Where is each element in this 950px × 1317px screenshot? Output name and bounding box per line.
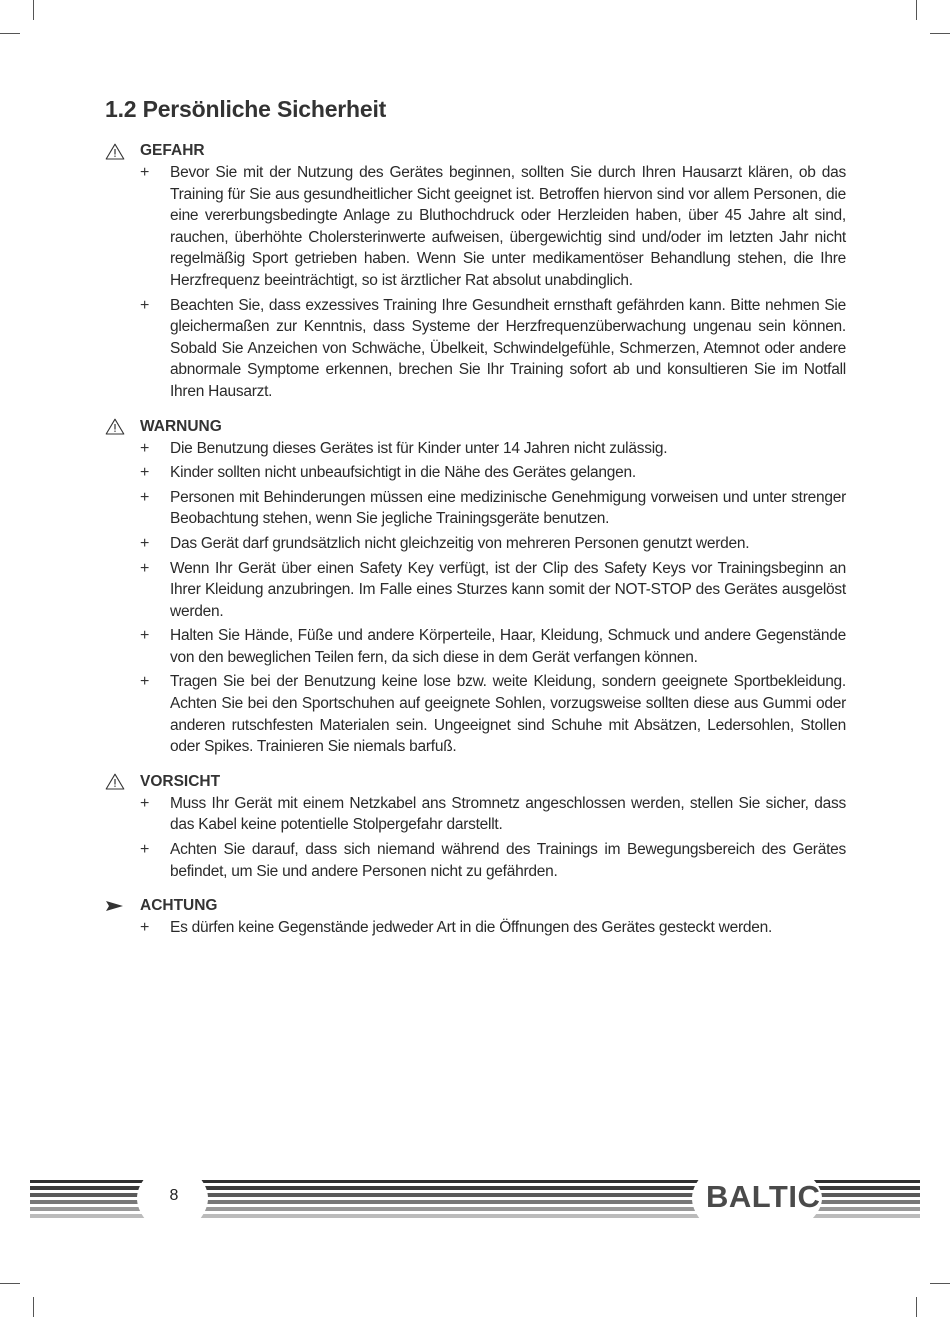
list-item (105, 162, 846, 292)
item-list (105, 917, 846, 939)
list-item (105, 793, 846, 836)
item-text: Personen mit Behinderungen müssen eine medizinische Genehmigung vorweisen und unter strenger Beobachtung stehen, wenn Sie jegliche Trainingsgeräte benutzen. (170, 488, 846, 528)
section-vorsicht (105, 771, 846, 882)
item-text: Kinder sollten nicht unbeaufsichtigt in die Nähe des Gerätes gelangen. (170, 464, 636, 482)
item-text: Das Gerät darf grundsätzlich nicht gleichzeitig von mehreren Personen genutzt werden. (170, 534, 750, 552)
crop-mark (0, 33, 20, 34)
section-label: WARNUNG (140, 417, 222, 435)
warning-triangle-icon (105, 143, 140, 160)
page-number: 8 (169, 1187, 179, 1204)
item-text: Tragen Sie bei der Benutzung keine lose bzw. weite Kleidung, sondern geeignete Sportbekleidung. Achten Sie bei den Sportschuhen auf geeignete Sohlen, vorzugsweise sollten diese aus Gummi oder anderen rutschfesten Materialen sein. Ungeeignet sind Schuhe mit Absätzen, Ledersohlen, Stollen oder Spikes. Trainieren Sie niemals barfuß. (170, 673, 846, 756)
list-item (105, 533, 846, 555)
section-header (105, 771, 846, 793)
crop-mark (33, 0, 34, 20)
section-warnung (105, 416, 846, 758)
plus-bullet: + (140, 673, 150, 691)
flag-arrow-icon (105, 899, 140, 913)
warning-triangle-icon (105, 418, 140, 435)
list-item (105, 558, 846, 623)
crop-mark (916, 1297, 917, 1317)
brand-logo: BALTIC (706, 1179, 821, 1214)
list-item (105, 671, 846, 757)
item-text: Achten Sie darauf, dass sich niemand während des Trainings im Bewegungsbereich des Gerätes befindet, um Sie und andere Personen nicht zu gefährden. (170, 841, 846, 880)
item-text: Muss Ihr Gerät mit einem Netzkabel ans Stromnetz angeschlossen werden, stellen Sie sicher, dass das Kabel keine potentielle Stolpergefahr darstellt. (170, 794, 846, 834)
item-text: Beachten Sie, dass exzessives Training Ihre Gesundheit ernsthaft gefährden kann. Bitte nehmen Sie gleichermaßen zur Kenntnis, dass Systeme der Herzfrequenzüberwachung ungenau sein können. Sobald Sie Anzeichen von Schwäche, Übelkeit, Schwindelgefühle, Schmerzen, Atemnot oder andere abnormale Symptome erkennen, brechen Sie Ihr Training sofort ab und konsultieren Sie im Notfall Ihren Hausarzt. (170, 296, 846, 400)
plus-bullet: + (140, 627, 150, 645)
plus-bullet: + (140, 296, 150, 314)
plus-bullet: + (140, 464, 150, 482)
section-achtung (105, 895, 846, 939)
plus-bullet: + (140, 559, 150, 577)
list-item (105, 438, 846, 460)
item-list (105, 162, 846, 403)
content (105, 140, 846, 952)
plus-bullet: + (140, 439, 150, 457)
section-label: VORSICHT (140, 772, 221, 790)
crop-mark (916, 0, 917, 20)
warning-triangle-icon (105, 773, 140, 790)
list-item (105, 839, 846, 882)
section-header (105, 416, 846, 438)
item-text: Halten Sie Hände, Füße und andere Körperteile, Haar, Kleidung, Schmuck und andere Gegenstände von den beweglichen Teilen fern, da sich diese in dem Gerät verfangen können. (170, 627, 846, 666)
crop-mark (930, 1283, 950, 1284)
item-text: Wenn Ihr Gerät über einen Safety Key verfügt, ist der Clip des Safety Keys vor Trainingsbeginn an Ihrer Kleidung anzubringen. Im Falle eines Sturzes kann somit der NOT-STOP des Gerätes ausgelöst werden. (170, 559, 846, 620)
item-text: Bevor Sie mit der Nutzung des Gerätes beginnen, sollten Sie durch Ihren Hausarzt klären, ob das Training für Sie aus gesundheitlicher Sicht geeignet ist. Betroffen hiervon sind vor allem Personen, die eine vererbungsbedingte Anlage zu Bluthochdruck oder Herzleiden haben, über 45 Jahre alt sind, rauchen, überhöhte Cholersterinwerte aufweisen, übergewichtig sind und/oder im letzten Jahr nicht regelmäßig Sport getrieben haben. Wenn Sie unter medikamentöser Behandlung stehen, die Ihre Herzfrequenz beeinträchtigt, so ist ärztlicher Rat absolut unabdinglich. (170, 164, 846, 289)
plus-bullet: + (140, 488, 150, 506)
section-gefahr (105, 140, 846, 403)
plus-bullet: + (140, 164, 150, 181)
section-header (105, 140, 846, 162)
list-item (105, 625, 846, 668)
plus-bullet: + (140, 841, 150, 859)
plus-bullet: + (140, 919, 150, 937)
page-title: 1.2 Persönliche Sicherheit (105, 96, 387, 122)
section-header (105, 895, 846, 917)
list-item (105, 295, 846, 403)
crop-mark (0, 1283, 20, 1284)
crop-mark (930, 33, 950, 34)
item-text: Es dürfen keine Gegenstände jedweder Art in die Öffnungen des Gerätes gesteckt werden. (170, 919, 773, 937)
section-label: ACHTUNG (140, 897, 218, 915)
plus-bullet: + (140, 794, 150, 812)
item-list (105, 438, 846, 758)
list-item (105, 487, 846, 530)
crop-mark (33, 1297, 34, 1317)
list-item (105, 917, 846, 939)
plus-bullet: + (140, 534, 150, 552)
list-item (105, 462, 846, 484)
item-list (105, 793, 846, 882)
section-label: GEFAHR (140, 142, 205, 159)
item-text: Die Benutzung dieses Gerätes ist für Kinder unter 14 Jahren nicht zulässig. (170, 439, 668, 457)
